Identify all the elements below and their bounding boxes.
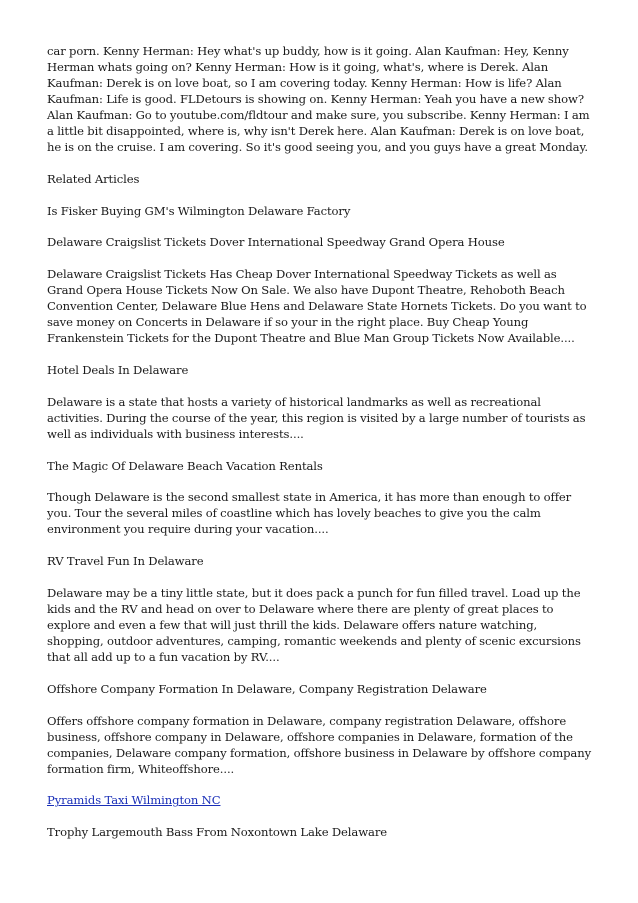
article-title-craigslist-tickets: Delaware Craigslist Tickets Dover International Speedway Grand Opera House [47,235,505,250]
article-summary-rv-travel: Delaware may be a tiny little state, but it does pack a punch for fun filled travel. Load up the kids and the RV and head on over to Delaware where there are plenty of great places to explore and even a few that will just thrill the kids. Delaware offers nature watching, shopping, outdoor adventures, camping, romantic weekends and plenty of scenic excursions that all add up to a fun vacation by RV.... [47,585,581,664]
related-articles-heading: Related Articles [47,171,140,186]
article-summary-hotel-deals: Delaware is a state that hosts a variety of historical landmarks as well as recreational activities. During the course of the year, this region is visited by a large number of tourists as well as individuals with business interests.... [47,394,586,441]
article-summary-beach-rentals: Though Delaware is the second smallest state in America, it has more than enough to offer you. Tour the several miles of coastline which has lovely beaches to give you the calm environment you require during your vacation.... [47,490,572,537]
article-title-offshore-company: Offshore Company Formation In Delaware, Company Registration Delaware [47,681,487,696]
link-paragraph [47,792,592,808]
article-title-hotel-deals: Hotel Deals In Delaware [47,362,189,377]
intro-paragraph: car porn. Kenny Herman: Hey what's up buddy, how is it going. Alan Kaufman: Hey, Kenny Herman whats going on? Kenny Herman: How is it going, what's, where is Derek. Alan Kaufman: Derek is on love boat, so I am covering today. Kenny Herman: How is life? Alan Kaufman: Life is good. FLDetours is showing on. Kenny Herman: Yeah you have a new show? Alan Kaufman: Go to youtube.com/fldtour and make sure, you subscribe. Kenny Herman: I am a little bit disappointed, where is, why isn't Derek here. Alan Kaufman: Derek is on love boat, he is on the cruise. I am covering. So it's good seeing you, and you guys have a great Monday. [47,44,590,154]
article-title-rv-travel: RV Travel Fun In Delaware [47,554,204,569]
article-title-beach-rentals: The Magic Of Delaware Beach Vacation Rentals [47,458,323,473]
article-title-trophy-bass: Trophy Largemouth Bass From Noxontown Lake Delaware [47,825,388,840]
article-title-fisker: Is Fisker Buying GM's Wilmington Delaware Factory [47,203,351,218]
article-summary-craigslist-tickets: Delaware Craigslist Tickets Has Cheap Dover International Speedway Tickets as well as Grand Opera House Tickets Now On Sale. We also have Dupont Theatre, Rehoboth Beach Convention Center, Delaware Blue Hens and Delaware State Hornets Tickets. Do you want to save money on Concerts in Delaware if so your in the right place. Buy Cheap Young Frankenstein Tickets for the Dupont Theatre and Blue Man Group Tickets Now Available.... [47,267,587,346]
article-summary-offshore-company: Offers offshore company formation in Delaware, company registration Delaware, offshore business, offshore company in Delaware, offshore companies in Delaware, formation of the companies, Delaware company formation, offshore business in Delaware by offshore company formation firm, Whiteoffshore.... [47,713,592,776]
pyramids-taxi-link[interactable]: Pyramids Taxi Wilmington NC [47,793,221,808]
